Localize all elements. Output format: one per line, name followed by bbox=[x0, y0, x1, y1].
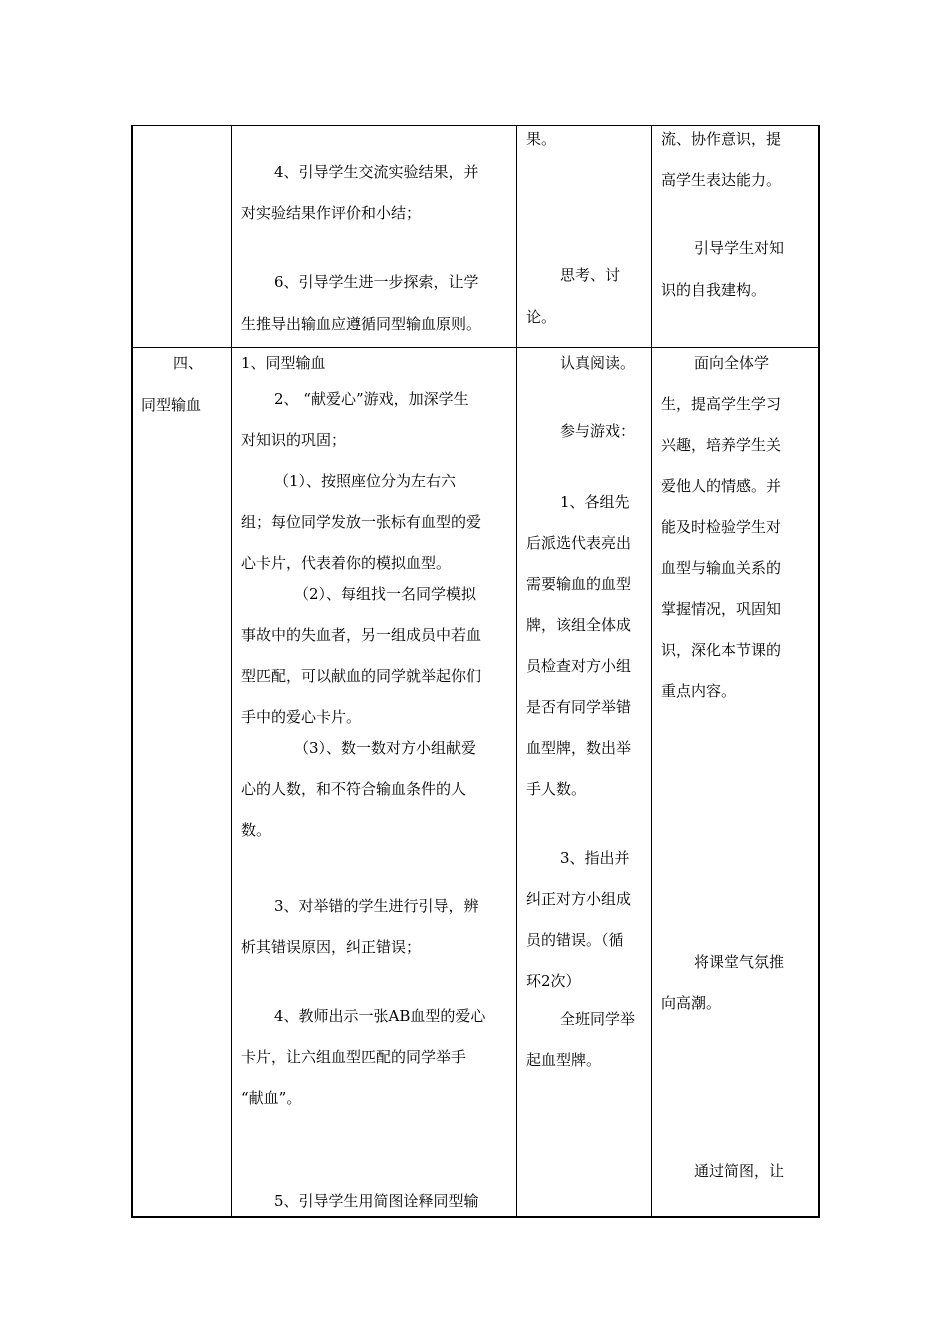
teacher-activity-text: 6、引导学生进一步探索，让学 bbox=[274, 273, 479, 291]
design-intent-text: 向高潮。 bbox=[661, 994, 722, 1012]
student-activity-text: 员检查对方小组 bbox=[526, 657, 632, 675]
student-activity-text: 思考、讨 bbox=[560, 266, 621, 284]
table-border-left bbox=[131, 125, 133, 1218]
teacher-activity-text: 5、引导学生用简图诠释同型输 bbox=[274, 1192, 479, 1210]
teacher-activity-text: 手中的爱心卡片。 bbox=[241, 708, 362, 726]
teacher-activity-text: 心的人数，和不符合输血条件的人 bbox=[241, 780, 467, 798]
design-intent-text: 掌握情况，巩固知 bbox=[661, 600, 782, 618]
teacher-activity-text: （3）、数一数对方小组献爱 bbox=[294, 739, 477, 757]
student-activity-text: 1、各组先 bbox=[560, 493, 630, 511]
design-intent-text: 通过简图，让 bbox=[694, 1162, 785, 1180]
teacher-activity-text: 生推导出输血应遵循同型输血原则。 bbox=[241, 315, 482, 333]
teacher-activity-text: （1）、按照座位分为左右六 bbox=[274, 472, 457, 490]
table-border-bottom bbox=[131, 1216, 820, 1218]
teacher-activity-text: 事故中的失血者，另一组成员中若血 bbox=[241, 626, 482, 644]
student-activity-text: 全班同学举 bbox=[560, 1010, 636, 1028]
student-activity-text: 员的错误。（循 bbox=[526, 931, 624, 949]
teacher-activity-text: 4、教师出示一张AB血型的爱心 bbox=[274, 1007, 486, 1025]
teacher-activity-text: 3、对举错的学生进行引导，辨 bbox=[274, 897, 479, 915]
design-intent-text: 面向全体学 bbox=[694, 354, 770, 372]
design-intent-text: 识，深化本节课的 bbox=[661, 641, 782, 659]
teacher-activity-text: 2、 “献爱心”游戏，加深学生 bbox=[274, 390, 469, 408]
student-activity-text: 参与游戏： bbox=[560, 422, 636, 440]
teacher-activity-text: 心卡片，代表着你的模拟血型。 bbox=[241, 554, 452, 572]
design-intent-text: 兴趣，培养学生关 bbox=[661, 436, 782, 454]
design-intent-text: 血型与输血关系的 bbox=[661, 559, 782, 577]
teacher-activity-text: 组；每位同学发放一张标有血型的爱 bbox=[241, 513, 482, 531]
student-activity-text: 论。 bbox=[526, 308, 557, 326]
teacher-activity-text: 型匹配，可以献血的同学就举起你们 bbox=[241, 667, 482, 685]
design-intent-text: 爱他人的情感。并 bbox=[661, 477, 782, 495]
teacher-activity-text: （2）、每组找一名同学模拟 bbox=[294, 585, 477, 603]
student-activity-text: 手人数。 bbox=[526, 780, 587, 798]
design-intent-text: 能及时检验学生对 bbox=[661, 518, 782, 536]
student-activity-text: 环2次） bbox=[526, 972, 581, 990]
student-activity-text: 血型牌，数出举 bbox=[526, 739, 632, 757]
design-intent-text: 将课堂气氛推 bbox=[694, 953, 785, 971]
design-intent-text: 识的自我建构。 bbox=[661, 281, 767, 299]
design-intent-text: 高学生表达能力。 bbox=[661, 171, 782, 189]
teacher-activity-text: 对实验结果作评价和小结； bbox=[241, 204, 422, 222]
student-activity-text: 纠正对方小组成 bbox=[526, 890, 632, 908]
student-activity-text: 牌，该组全体成 bbox=[526, 616, 632, 634]
student-activity-text: 3、指出并 bbox=[560, 849, 630, 867]
design-intent-text: 重点内容。 bbox=[661, 682, 737, 700]
design-intent-text: 流、协作意识，提 bbox=[661, 130, 782, 148]
teacher-activity-text: 4、引导学生交流实验结果，并 bbox=[274, 163, 479, 181]
column-divider-3 bbox=[651, 125, 652, 1218]
student-activity-text: 起血型牌。 bbox=[526, 1051, 602, 1069]
student-activity-text: 果。 bbox=[526, 130, 557, 148]
teacher-activity-text: 1、同型输血 bbox=[241, 354, 326, 372]
teacher-activity-text: 数。 bbox=[241, 821, 272, 839]
row-divider bbox=[131, 347, 820, 348]
teacher-activity-text: “献血”。 bbox=[241, 1089, 302, 1107]
section-number: 四、 bbox=[173, 354, 204, 372]
design-intent-text: 生，提高学生学习 bbox=[661, 395, 782, 413]
student-activity-text: 是否有同学举错 bbox=[526, 698, 632, 716]
table-border-top bbox=[131, 125, 820, 126]
lesson-plan-table bbox=[131, 125, 820, 1218]
student-activity-text: 需要输血的血型 bbox=[526, 575, 632, 593]
table-border-right bbox=[818, 125, 820, 1218]
teacher-activity-text: 对知识的巩固； bbox=[241, 431, 347, 449]
student-activity-text: 认真阅读。 bbox=[560, 354, 636, 372]
column-divider-2 bbox=[516, 125, 517, 1218]
teacher-activity-text: 卡片，让六组血型匹配的同学举手 bbox=[241, 1048, 467, 1066]
section-title: 同型输血 bbox=[141, 396, 202, 414]
design-intent-text: 引导学生对知 bbox=[694, 239, 785, 257]
teacher-activity-text: 析其错误原因，纠正错误； bbox=[241, 938, 422, 956]
column-divider-1 bbox=[231, 125, 232, 1218]
student-activity-text: 后派选代表亮出 bbox=[526, 534, 632, 552]
